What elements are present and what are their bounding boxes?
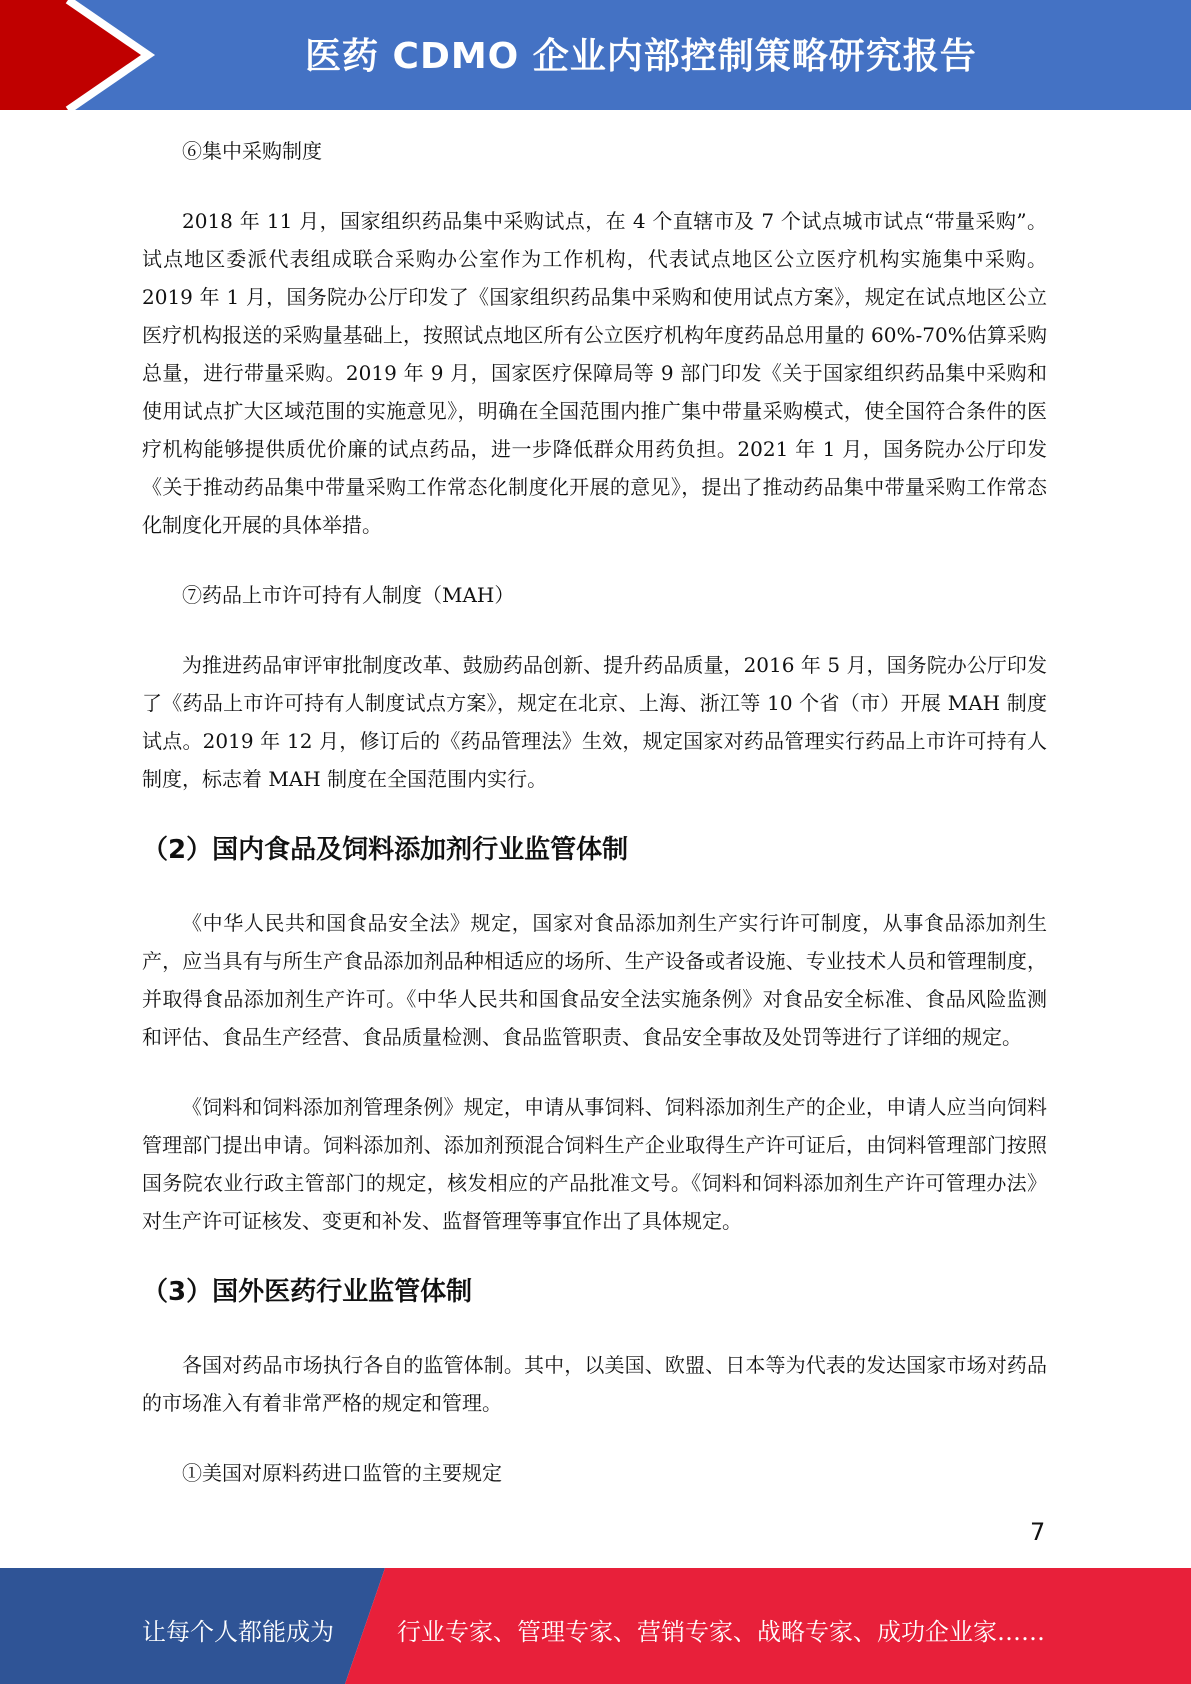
page-content <box>142 132 1047 1492</box>
page-header <box>0 0 1191 110</box>
paragraph-food-safety: 《中华人民共和国食品安全法》规定，国家对食品添加剂生产实行许可制度，从事食品添加剂生产，应当具有与所生产食品添加剂品种相适应的场所、生产设备或者设施、专业技术人员和管理制度，并取得食品添加剂生产许可。《中华人民共和国食品安全法实施条例》对食品安全标准、食品风险监测和评估、食品生产经营、食品质量检测、食品监管职责、食品安全事故及处罚等进行了详细的规定。 <box>142 911 1047 1049</box>
paragraph-feed: 《饲料和饲料添加剂管理条例》规定，申请从事饲料、饲料添加剂生产的企业，申请人应当向饲料管理部门提出申请。饲料添加剂、添加剂预混合饲料生产企业取得生产许可证后，由饲料管理部门按照国务院农业行政主管部门的规定，核发相应的产品批准文号。《饲料和饲料添加剂生产许可管理办法》对生产许可证核发、变更和补发、监督管理等事宜作出了具体规定。 <box>142 1095 1047 1233</box>
paragraph-foreign: 各国对药品市场执行各自的监管体制。其中，以美国、欧盟、日本等为代表的发达国家市场对药品的市场准入有着非常严格的规定和管理。 <box>142 1353 1047 1415</box>
paragraph-mah: 为推进药品审评审批制度改革、鼓励药品创新、提升药品质量，2016 年 5 月，国务院办公厅印发了《药品上市许可持有人制度试点方案》，规定在北京、上海、浙江等 10 个省（市）开展 MAH 制度试点。2019 年 12 月，修订后的《药品管理法》生效，规定国家对药品管理实行药品上市许可持有人制度，标志着 MAH 制度在全国范围内实行。 <box>142 653 1047 791</box>
section-heading-food-feed: （2）国内食品及饲料添加剂行业监管体制 <box>142 835 629 865</box>
section-heading-foreign: （3）国外医药行业监管体制 <box>142 1277 473 1307</box>
subheading-us-api: ①美国对原料药进口监管的主要规定 <box>182 1461 502 1485</box>
page-footer <box>0 1568 1191 1684</box>
header-arrow-icon <box>0 0 160 110</box>
paragraph-procurement: 2018 年 11 月，国家组织药品集中采购试点，在 4 个直辖市及 7 个试点城市试点“带量采购”。试点地区委派代表组成联合采购办公室作为工作机构，代表试点地区公立医疗机构实施集中采购。2019 年 1 月，国务院办公厅印发了《国家组织药品集中采购和使用试点方案》，规定在试点地区公立医疗机构报送的采购量基础上，按照试点地区所有公立医疗机构年度药品总用量的 60%-70%估算采购总量，进行带量采购。2019 年 9 月，国家医疗保障局等 9 部门印发《关于国家组织药品集中采购和使用试点扩大区域范围的实施意见》，明确在全国范围内推广集中带量采购模式，使全国符合条件的医疗机构能够提供质优价廉的试点药品，进一步降低群众用药负担。2021 年 1 月，国务院办公厅印发《关于推动药品集中带量采购工作常态化制度化开展的意见》，提出了推动药品集中带量采购工作常态化制度化开展的具体举措。 <box>142 209 1047 537</box>
header-title: 医药 CDMO 企业内部控制策略研究报告 <box>305 36 977 77</box>
subheading-centralized-procurement: ⑥集中采购制度 <box>182 139 322 163</box>
footer-slogan-right: 行业专家、管理专家、营销专家、战略专家、成功企业家…… <box>397 1618 1045 1646</box>
page-number: 7 <box>1030 1518 1046 1546</box>
footer-slogan-left: 让每个人都能成为 <box>142 1618 334 1646</box>
subheading-mah: ⑦药品上市许可持有人制度（MAH） <box>182 583 515 607</box>
